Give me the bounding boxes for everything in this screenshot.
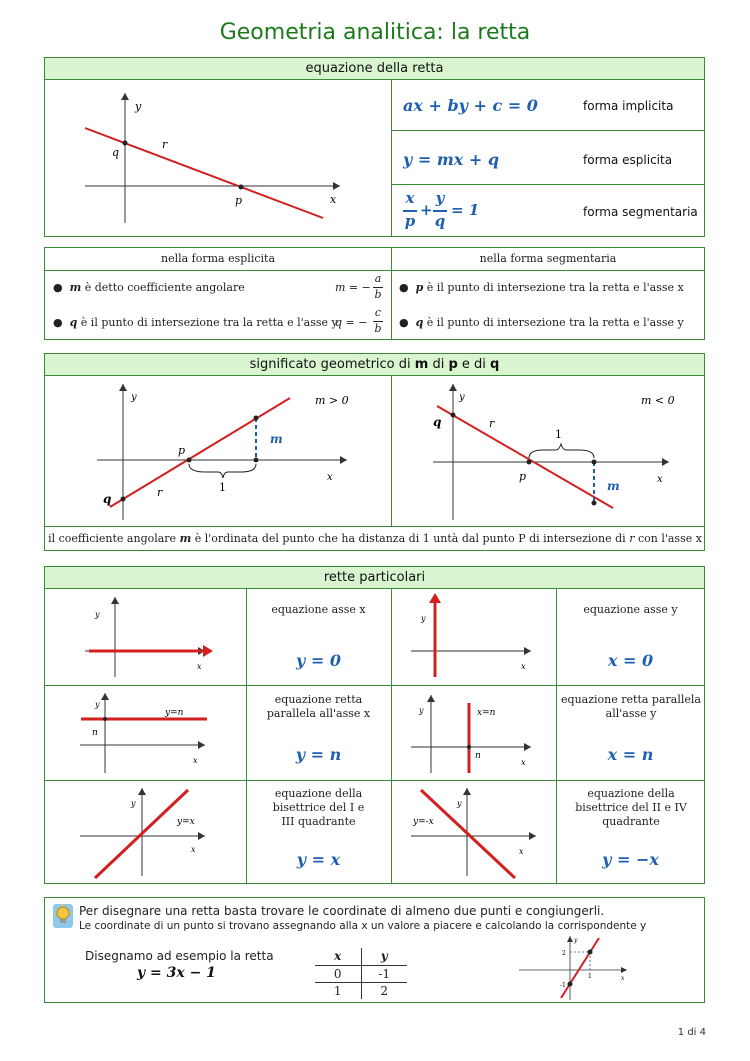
svg-text:p: p [178,444,186,457]
label-explicit: forma esplicita [583,153,673,167]
list-item: ● p è il punto di intersezione tra la retta e l'asse x [399,281,684,294]
section-forms [44,247,705,340]
graph-m-positive [75,380,385,525]
example-text: Disegnamo ad esempio la retta [85,949,274,963]
svg-text:x=n: x=n [477,708,496,718]
svg-text:x: x [519,847,524,856]
section-special-lines: rette particolari y x equazione asse x y = 0 y x equazione asse y x = 0 y x n y=n equazione retta parallela all'asse x y = n y x n x=n equazione retta parallela all'asse y x = n y x y=x equazione della bisettrice del I e III quadrante y = x y x y=-x equazione della bisettrice del II e IV quadrante y = −x [44,566,705,884]
example-eq: y = 3x − 1 [137,965,216,981]
svg-text:y: y [421,614,426,623]
svg-text:1: 1 [588,973,592,980]
label-segmentary: forma segmentaria [583,205,698,219]
tip-line-2: Le coordinate di un punto si trovano assegnando alla x un valore a piacere e calcolando la corrispondente y [79,920,647,932]
points-table: x y 0 -1 1 2 [315,948,407,999]
point-label-q: q [112,146,120,159]
svg-text:y=-x: y=-x [413,817,434,827]
svg-text:m > 0: m > 0 [315,394,349,407]
list-item: ● q è il punto di intersezione tra la retta e l'asse y [53,316,338,329]
graph-bisector-1-3 [45,780,246,884]
eq-implicit: ax + by + c = 0 [403,96,538,115]
formula-m: m = − a b [335,272,382,301]
formula-q: q = − c b [335,306,382,335]
graph-m-negative [421,380,705,525]
svg-text:y: y [574,937,578,944]
eq-segmentary: x p + y q = 1 [404,189,480,230]
line-label-r: r [162,138,168,151]
lightbulb-icon [51,902,75,930]
svg-text:y: y [95,610,100,619]
svg-text:y=x: y=x [177,817,195,827]
right-header: nella forma segmentaria [479,252,617,265]
svg-text:m: m [607,479,620,493]
line-graph [75,88,375,233]
svg-text:m: m [270,432,283,446]
point-label-p: p [235,194,243,207]
svg-text:1: 1 [219,481,226,494]
caption: il coefficiente angolare m è l'ordinata del punto che ha distanza di 1 untà dal punto P di intersezione di r con l'asse x [48,532,702,545]
axis-label-y: y [135,100,142,113]
list-item: ● m è detto coefficiente angolare [53,281,245,294]
section-header: rette particolari [45,567,704,589]
svg-text:r: r [157,486,163,499]
section-header: significato geometrico di m di p e di q [45,354,704,376]
axis-label-x: x [330,193,337,206]
eq-explicit: y = mx + q [403,150,500,169]
svg-text:y=n: y=n [165,708,184,718]
graph-parallel-x [45,685,246,780]
svg-text:-1: -1 [560,982,566,989]
svg-text:r: r [489,417,495,430]
list-item: ● q è il punto di intersezione tra la retta e l'asse y [399,316,684,329]
svg-text:n: n [92,728,98,738]
left-header: nella forma esplicita [160,252,275,265]
svg-text:x: x [657,474,663,485]
svg-text:y: y [459,392,465,403]
section-equation [44,57,705,237]
page-number: 1 di 4 [677,1027,706,1038]
svg-text:x: x [521,662,526,671]
svg-text:q: q [433,415,442,429]
section-geometric-meaning [44,353,705,551]
svg-text:x: x [521,758,526,767]
svg-text:1: 1 [555,428,562,441]
svg-text:x: x [193,756,198,765]
graph-axis-x [45,589,246,685]
svg-text:m < 0: m < 0 [641,394,675,407]
svg-text:x: x [197,662,202,671]
svg-text:x: x [327,472,333,483]
svg-text:p: p [519,470,527,483]
svg-text:x: x [191,845,196,854]
svg-text:n: n [475,751,481,761]
tip-line-1: Per disegnare una retta basta trovare le coordinate di almeno due punti e congiungerli. [79,904,605,918]
svg-text:y: y [457,799,462,808]
page-title: Geometria analitica: la retta [219,20,531,45]
svg-text:y: y [95,700,100,709]
section-header: equazione della retta [45,58,704,80]
svg-text:y: y [419,706,424,715]
svg-text:2: 2 [562,950,566,957]
label-implicit: forma implicita [583,99,674,113]
svg-text:y: y [131,392,137,403]
graph-parallel-y [391,685,556,780]
section-drawing-tip [44,897,705,1003]
svg-text:y: y [131,799,136,808]
graph-bisector-2-4 [391,780,556,884]
svg-text:x: x [621,975,625,982]
svg-text:q: q [103,492,112,506]
graph-axis-y [391,589,556,685]
example-graph [515,932,635,1002]
